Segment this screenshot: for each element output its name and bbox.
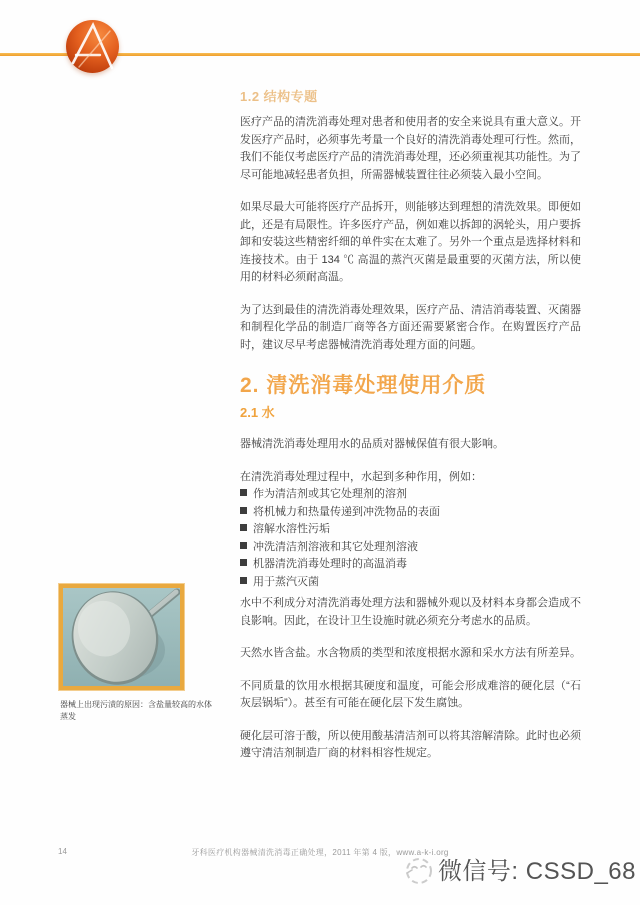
water-role-item [240,574,581,592]
paragraph-disassembly: 如果尽最大可能将医疗产品拆开，则能够达到理想的清洗效果。即便如此，还是有局限性。许多医疗产品，例如难以拆卸的涡轮头，用户要拆卸和安装这些精密纤细的单件实在太难了。另外一个重点是选择材料和连接技术。由于 134 ℃ 高温的蒸汽灭菌是最重要的灭菌方法，所以使用的材料必须耐高温。 [240,201,581,283]
square-bullet-icon [240,559,247,566]
wechat-id-label: 微信号: CSSD_68 [437,857,636,885]
water-role-item [240,486,581,504]
water-role-label: 溶解水溶性污垢 [253,523,330,535]
paragraph-cooperation: 为了达到最佳的清洗消毒处理效果，医疗产品、清洁消毒装置、灭菌器和制程化学品的制造厂商等各方面还需要紧密合作。在购置医疗产品时，建议尽早考虑器械清洗消毒处理方面的问题。 [240,303,581,351]
square-bullet-icon [240,577,247,584]
water-role-item [240,556,581,574]
water-roles-intro: 在清洗消毒处理过程中，水起到多种作用，例如： [240,470,482,483]
dental-mirror-photo [59,584,184,690]
paragraph-water-quality: 器械清洗消毒处理用水的品质对器械保值有很大影响。 [240,438,504,450]
water-role-label: 机器清洗消毒处理时的高温消毒 [253,558,407,570]
water-role-label: 冲洗清洁剂溶液和其它处理剂溶液 [253,540,418,553]
square-bullet-icon [240,542,247,549]
water-role-label: 将机械力和热量传递到冲洗物品的表面 [253,505,440,518]
paragraph-adverse-components: 水中不利成分对清洗消毒处理方法和器械外观以及材料本身都会造成不良影响。因此，在设计卫生设施时就必须充分考虑水的品质。 [240,597,581,627]
water-role-item [240,521,581,539]
square-bullet-icon [240,524,247,531]
paragraph-natural-water-salts: 天然水皆含盐。水含物质的类型和浓度根据水源和采水方法有所差异。 [240,647,581,659]
figure-caption: 器械上出现污渍的原因：含盐量较高的水体蒸发 [60,700,212,721]
section-2-1-heading: 2.1 水 [240,405,275,420]
section-1-2-heading: 1.2 结构专题 [240,89,318,104]
water-role-label: 作为清洁剂或其它处理剂的溶剂 [253,488,407,500]
wechat-watermark [402,849,636,887]
square-bullet-icon [240,489,247,496]
aki-logo-icon [66,20,119,73]
water-role-item [240,539,581,557]
water-role-label: 用于蒸汽灭菌 [253,575,319,588]
square-bullet-icon [240,507,247,514]
paragraph-product-design: 医疗产品的清洗消毒处理对患者和使用者的安全来说具有重大意义。开发医疗产品时，必须事先考量一个良好的清洗消毒处理可行性。然而，我们不能仅考虑医疗产品的清洗消毒处理，还必须重视其功能性。为了尽可能地减轻患者负担，所需器械装置往往必须装入最小空间。 [240,116,581,181]
main-text-column [240,86,581,778]
wechat-icon [402,853,436,887]
section-2-heading: 2. 清洗消毒处理使用介质 [240,374,487,397]
water-role-item [240,504,581,522]
paragraph-acid-cleaner: 硬化层可溶于酸，所以使用酸基清洁剂可以将其溶解清除。此时也必须遵守清洁剂制造厂商的材料相容性规定。 [240,729,581,759]
paragraph-hard-water-layer: 不同质量的饮用水根据其硬度和温度，可能会形成难溶的硬化层（“石灰层锅垢”）。甚至有可能在硬化层下发生腐蚀。 [240,679,581,709]
page-number: 14 [58,847,67,856]
water-roles-list [240,486,581,591]
footer-doc-info: 牙科医疗机构器械清洗消毒正确处理，2011 年第 4 版，www.a-k-i.org [191,848,449,857]
